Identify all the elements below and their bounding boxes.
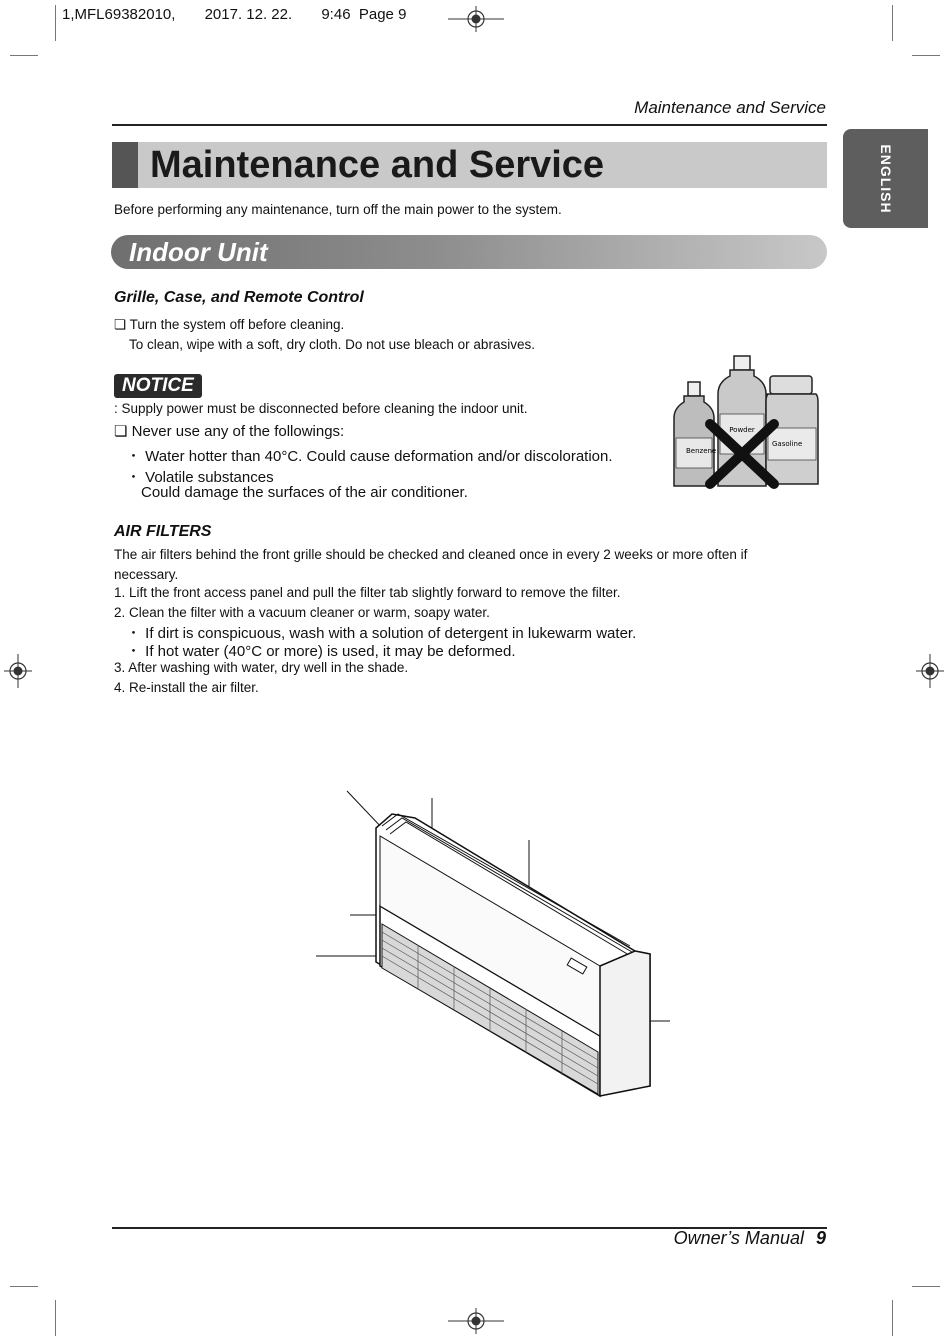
- grille-line-2: To clean, wipe with a soft, dry cloth. Do not use bleach or abrasives.: [129, 337, 535, 352]
- crop-mark: [912, 1286, 940, 1287]
- chemical-bottles-illustration: [670, 354, 820, 492]
- filters-step-3: 3. After washing with water, dry well in the shade.: [114, 660, 409, 675]
- filters-paragraph: The air filters behind the front grille should be checked and cleaned once in every 2 weeks or more often if necessary.: [114, 547, 748, 582]
- registration-mark-icon: [4, 654, 32, 688]
- intro-text: Before performing any maintenance, turn off the main power to the system.: [114, 202, 562, 217]
- title-marker: [112, 142, 138, 188]
- notice-badge: NOTICE: [114, 374, 202, 398]
- notice-bullet-1: ・ Water hotter than 40°C. Could cause deformation and/or discoloration.: [126, 448, 613, 465]
- section-title: Indoor Unit: [129, 237, 268, 267]
- crop-mark: [10, 1286, 38, 1287]
- notice-never: ❏ Never use any of the followings:: [114, 423, 345, 440]
- filters-step-1: 1. Lift the front access panel and pull the filter tab slightly forward to remove the filter.: [114, 585, 621, 600]
- crop-mark: [912, 55, 940, 56]
- registration-mark-icon: [916, 654, 944, 688]
- crop-mark: [892, 1300, 893, 1336]
- crop-mark: [892, 5, 893, 41]
- indoor-unit-illustration: [310, 786, 680, 1106]
- page-number: 9: [815, 1228, 826, 1248]
- page-footer: [674, 1228, 826, 1249]
- grille-heading: Grille, Case, and Remote Control: [114, 289, 364, 306]
- registration-mark-icon: [448, 6, 504, 32]
- page-title: Maintenance and Service: [150, 144, 605, 186]
- notice-bullet-2-detail: Could damage the surfaces of the air conditioner.: [141, 484, 468, 501]
- registration-mark-icon: [448, 1308, 504, 1334]
- running-head: Maintenance and Service: [634, 98, 826, 117]
- filters-step-2-bullet-2: ・ If hot water (40°C or more) is used, it may be deformed.: [126, 643, 516, 660]
- notice-text: : Supply power must be disconnected before cleaning the indoor unit.: [114, 401, 528, 416]
- crop-mark: [55, 1300, 56, 1336]
- crop-mark: [55, 5, 56, 41]
- filters-step-2-bullet-1: ・ If dirt is conspicuous, wash with a solution of detergent in lukewarm water.: [126, 625, 637, 642]
- filters-step-2: 2. Clean the filter with a vacuum cleaner or warm, soapy water.: [114, 605, 490, 620]
- print-header: 1,MFL69382010, 2017. 12. 22. 9:46 Page 9: [62, 6, 407, 23]
- notice-bullet-2: ・ Volatile substances: [126, 469, 274, 486]
- bottle-label-left: Benzene: [686, 447, 717, 455]
- page-title-bar: [112, 142, 827, 188]
- bottle-label-middle: Powder: [729, 426, 755, 434]
- grille-line-1: ❏ Turn the system off before cleaning.: [114, 317, 345, 332]
- header-rule: [112, 124, 827, 126]
- language-tab: [843, 129, 928, 228]
- filters-heading: AIR FILTERS: [114, 523, 212, 540]
- footer-label: Owner’s Manual: [673, 1228, 804, 1248]
- filters-step-4: 4. Re-install the air filter.: [114, 680, 259, 695]
- crop-mark: [10, 55, 38, 56]
- language-tab-label: ENGLISH: [877, 143, 894, 214]
- section-bar: [111, 235, 827, 269]
- bottle-label-right: Gasoline: [772, 440, 803, 448]
